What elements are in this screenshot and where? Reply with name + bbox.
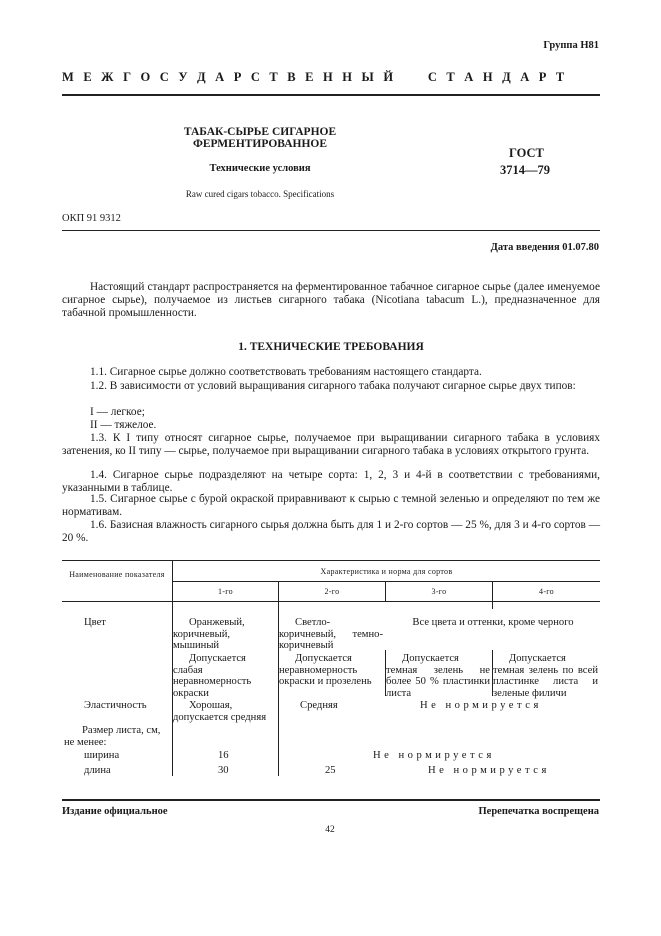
okp-rule — [62, 230, 600, 231]
type-2: II — тяжелое. — [90, 419, 157, 431]
title-english: Raw cured cigars tobacco. Specifications — [185, 189, 335, 199]
clause-1-6: 1.6. Базисная влажность сигарного сырья должна быть для 1 и 2-го сортов — 25 %, для 3 и 4-го сортов — 20 %. — [62, 519, 600, 545]
group-code: Группа Н81 — [543, 40, 599, 51]
type-1: I — легкое; — [90, 406, 145, 418]
title-line-2: ФЕРМЕНТИРОВАННОЕ — [192, 138, 328, 150]
row-elastic-grades-3-4: Не нормируется — [420, 700, 542, 711]
table-head-group: Характеристика и норма для сортов — [320, 567, 453, 576]
reprint-notice: Перепечатка воспрещена — [478, 806, 599, 817]
title-line-1: ТАБАК-СЫРЬЕ СИГАРНОЕ — [183, 126, 337, 138]
row-elastic-label: Эластичность — [84, 700, 147, 711]
gost-label: ГОСТ — [509, 146, 544, 160]
row-color-grades-3-4: Все цвета и оттенки, кроме черного — [412, 617, 574, 628]
row-width-grade-1: 16 — [218, 750, 229, 761]
page-number: 42 — [325, 825, 335, 835]
clause-1-3: 1.3. К I типу относят сигарное сырье, получаемое при выращивании сигарного табака в условиях затенения, ко II типу — сырье, получаемое при выращивании сигарного табака в условиях открытого грунта. — [62, 432, 600, 458]
row-allow-grade-3: Допускается темная зелень не более 50 % пластинки листа — [386, 653, 490, 699]
table-head-grade-2: 2-го — [324, 587, 340, 596]
header-rule — [62, 94, 600, 96]
interstate-standard-banner: М Е Ж Г О С У Д А Р С Т В Е Н Н Ы Й С Т А Н Д А Р Т — [62, 70, 568, 84]
row-color-grade-1: Оранжевый, коричневый, мышиный — [173, 617, 245, 652]
clause-1-1: 1.1. Сигарное сырье должно соответствовать требованиям настоящего стандарта. — [90, 366, 482, 378]
row-width-rest: Не нормируется — [373, 750, 495, 761]
official-edition: Издание официальное — [62, 806, 168, 817]
row-allow-grade-2: Допускается неравномерность окраски и прозелень — [279, 653, 372, 688]
section-title: 1. ТЕХНИЧЕСКИЕ ТРЕБОВАНИЯ — [238, 341, 424, 353]
gost-number: 3714—79 — [500, 163, 550, 177]
row-width-label: ширина — [84, 750, 120, 761]
footer-rule — [62, 799, 600, 801]
table-head-grade-3: 3-го — [431, 587, 447, 596]
clause-1-4: 1.4. Сигарное сырье подразделяют на четыре сорта: 1, 2, 3 и 4-й в соответствии с требованиями, указанными в таблице. — [62, 469, 600, 495]
row-length-grade-1: 30 — [218, 765, 229, 776]
row-length-rest: Не нормируется — [428, 765, 550, 776]
clause-1-2: 1.2. В зависимости от условий выращивания сигарного табака получают сигарное сырье двух типов: — [90, 380, 576, 392]
row-color-label: Цвет — [84, 617, 106, 628]
table-head-grade-4: 4-го — [539, 587, 554, 596]
row-length-grade-2: 25 — [325, 765, 336, 776]
row-allow-grade-1: Допускается слабая неравномерность окраски — [173, 653, 252, 699]
row-color-grade-2: Светло-коричневый, темно-коричневый — [279, 617, 383, 652]
intro-paragraph: Настоящий стандарт распространяется на ферментированное табачное сигарное сырье (далее именуемое сигарное сырье), получаемое из листьев сигарного табака (Nicotiana tabacum L.), предназначенное для табачной промышленности. — [62, 281, 600, 320]
row-allow-grade-4: Допускается темная зелень по всей пластинке листа и зеленые филичи — [493, 653, 598, 699]
row-length-label: длина — [84, 765, 111, 776]
table-head-grade-1: 1-го — [218, 587, 233, 596]
row-elastic-grade-2: Средняя — [300, 700, 338, 711]
title-subtitle: Технические условия — [209, 163, 311, 174]
introduction-date: Дата введения 01.07.80 — [490, 242, 599, 253]
row-size-label: Размер листа, см, не менее: — [64, 725, 161, 748]
clause-1-5: 1.5. Сигарное сырье с бурой окраской приравнивают к сырью с темной зеленью и определяют по тем же нормативам. — [62, 493, 600, 519]
okp-code: ОКП 91 9312 — [62, 213, 121, 224]
row-elastic-grade-1: Хорошая, допускается средняя — [173, 700, 267, 723]
table-head-name: Наименование показателя — [69, 570, 165, 579]
